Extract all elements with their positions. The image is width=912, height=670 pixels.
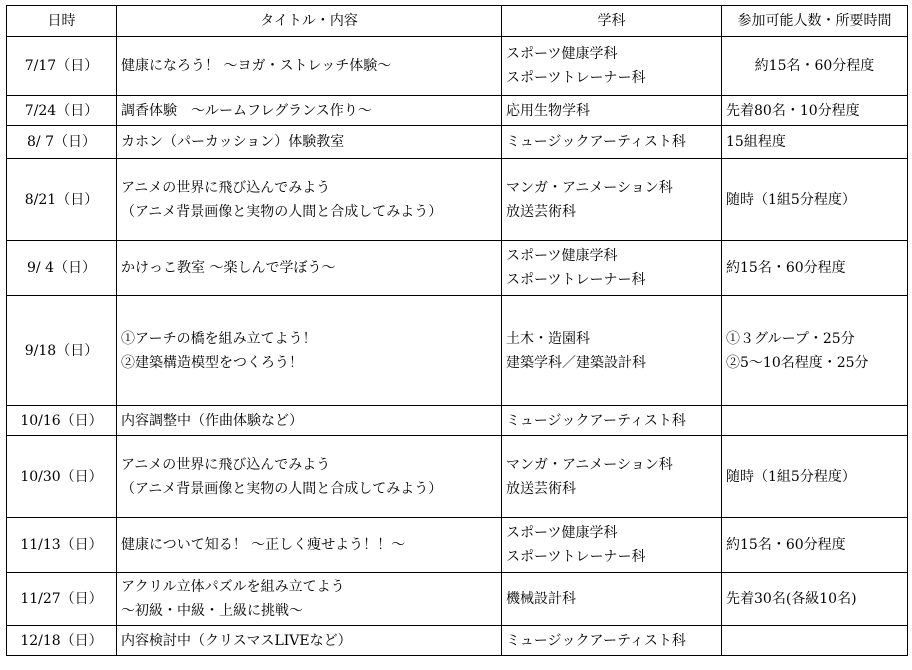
cell-capacity: [722, 241, 908, 296]
cell-date: 9/ 4（日）: [7, 241, 117, 296]
cell-capacity-line: 約15名・60分程度: [754, 58, 875, 74]
cell-capacity-line: 15組程度: [726, 134, 786, 150]
table-row: [7, 241, 908, 296]
cell-title-line: 健康について知る！ ～正しく痩せよう！！～: [121, 537, 406, 553]
cell-dept-line: ミュージックアーティスト科: [506, 412, 686, 429]
cell-capacity: [722, 626, 908, 656]
cell-title-line: 健康になろう！ ～ヨガ・ストレッチ体験～: [121, 58, 392, 74]
cell-capacity-line: 随時（1組5分程度）: [726, 468, 856, 485]
cell-date: 9/18（日）: [7, 296, 117, 406]
cell-date: 8/ 7（日）: [7, 126, 117, 159]
cell-dept-line: スポーツ健康学科: [506, 248, 618, 264]
header-title: タイトル・内容: [117, 6, 502, 37]
cell-title: [117, 296, 502, 406]
header-date: 日時: [7, 6, 117, 37]
table-row: [7, 126, 908, 159]
cell-dept-line: スポーツトレーナー科: [506, 70, 646, 86]
cell-dept-line: 建築学科／建築設計科: [506, 354, 646, 371]
cell-title: [117, 518, 502, 573]
cell-dept-line: 応用生物学科: [506, 102, 590, 119]
cell-title: [117, 241, 502, 296]
table-row: [7, 518, 908, 573]
cell-dept-line: スポーツトレーナー科: [506, 272, 646, 288]
cell-dept: [502, 296, 722, 406]
cell-title: [117, 573, 502, 626]
cell-dept-line: スポーツ健康学科: [506, 46, 618, 62]
cell-title-line: （アニメ背景画像と実物の人間と合成してみよう）: [121, 480, 443, 497]
cell-title-line: 調香体験 ～ルームフレグランス作り～: [121, 102, 372, 119]
cell-title-line: ～初級・中級・上級に挑戦～: [121, 603, 303, 619]
cell-capacity-line: 先着80名・10分程度: [726, 102, 860, 119]
cell-capacity-line: 約15名・60分程度: [726, 537, 846, 553]
cell-dept-line: マンガ・アニメーション科: [506, 179, 673, 196]
cell-dept-line: ミュージックアーティスト科: [506, 632, 686, 649]
cell-capacity-line: 先着30名(各級10名): [726, 591, 857, 607]
cell-dept: [502, 626, 722, 656]
cell-title-line: 内容検討中（クリスマスLIVEなど）: [121, 632, 352, 649]
schedule-body: [7, 37, 908, 656]
table-row: [7, 96, 908, 126]
cell-dept-line: 放送芸術科: [506, 203, 576, 220]
cell-title: [117, 37, 502, 96]
cell-title: [117, 96, 502, 126]
cell-dept-line: 土木・造園科: [506, 330, 590, 347]
table-row: [7, 159, 908, 241]
cell-capacity: [722, 96, 908, 126]
cell-title-line: カホン（パーカッション）体験教室: [121, 134, 345, 150]
table-row: [7, 573, 908, 626]
cell-capacity: [722, 406, 908, 436]
cell-dept: [502, 241, 722, 296]
cell-capacity: [722, 159, 908, 241]
cell-dept-line: スポーツトレーナー科: [506, 549, 646, 565]
cell-title-line: アクリル立体パズルを組み立てよう: [121, 579, 345, 595]
cell-capacity: [722, 436, 908, 518]
cell-capacity: [722, 37, 908, 96]
event-schedule-table: [6, 5, 908, 656]
cell-title-line: アニメの世界に飛び込んでみよう: [121, 456, 331, 473]
cell-capacity: [722, 296, 908, 406]
cell-dept: [502, 159, 722, 241]
cell-title: [117, 626, 502, 656]
table-row: [7, 296, 908, 406]
table-row: [7, 436, 908, 518]
cell-title: [117, 436, 502, 518]
cell-date: 7/24（日）: [7, 96, 117, 126]
cell-dept-line: 放送芸術科: [506, 480, 576, 497]
header-dept: 学科: [502, 6, 722, 37]
cell-capacity-line: ②5～10名程度・25分: [726, 354, 869, 371]
cell-date: 8/21（日）: [7, 159, 117, 241]
cell-title-line: かけっこ教室 ～楽しんで学ぼう～: [121, 260, 336, 276]
cell-date: 12/18（日）: [7, 626, 117, 656]
cell-capacity: [722, 518, 908, 573]
cell-title: [117, 126, 502, 159]
cell-date: 10/30（日）: [7, 436, 117, 518]
cell-dept: [502, 573, 722, 626]
cell-date: 7/17（日）: [7, 37, 117, 96]
cell-dept: [502, 37, 722, 96]
cell-capacity: [722, 126, 908, 159]
cell-capacity: [722, 573, 908, 626]
cell-dept: [502, 406, 722, 436]
cell-title-line: （アニメ背景画像と実物の人間と合成してみよう）: [121, 203, 443, 220]
cell-dept: [502, 126, 722, 159]
cell-title: [117, 159, 502, 241]
cell-dept-line: スポーツ健康学科: [506, 525, 618, 541]
cell-dept: [502, 96, 722, 126]
cell-capacity-line: 随時（1組5分程度）: [726, 191, 856, 208]
cell-title-line: アニメの世界に飛び込んでみよう: [121, 179, 331, 196]
cell-capacity-line: ①３グループ・25分: [726, 330, 855, 347]
cell-date: 10/16（日）: [7, 406, 117, 436]
cell-dept: [502, 436, 722, 518]
cell-title-line: ②建築構造模型をつくろう！: [121, 354, 303, 371]
cell-title-line: 内容調整中（作曲体験など）: [121, 412, 303, 429]
cell-capacity-line: 約15名・60分程度: [726, 260, 846, 276]
cell-date: 11/13（日）: [7, 518, 117, 573]
cell-title-line: ①アーチの橋を組み立てよう！: [121, 330, 317, 347]
header-capacity: 参加可能人数・所要時間: [722, 6, 908, 37]
cell-dept: [502, 518, 722, 573]
table-row: [7, 406, 908, 436]
cell-dept-line: マンガ・アニメーション科: [506, 456, 673, 473]
cell-dept-line: 機械設計科: [506, 591, 576, 607]
header-row: [7, 6, 908, 37]
cell-dept-line: ミュージックアーティスト科: [506, 134, 686, 150]
cell-date: 11/27（日）: [7, 573, 117, 626]
cell-title: [117, 406, 502, 436]
table-row: [7, 626, 908, 656]
table-row: [7, 37, 908, 96]
